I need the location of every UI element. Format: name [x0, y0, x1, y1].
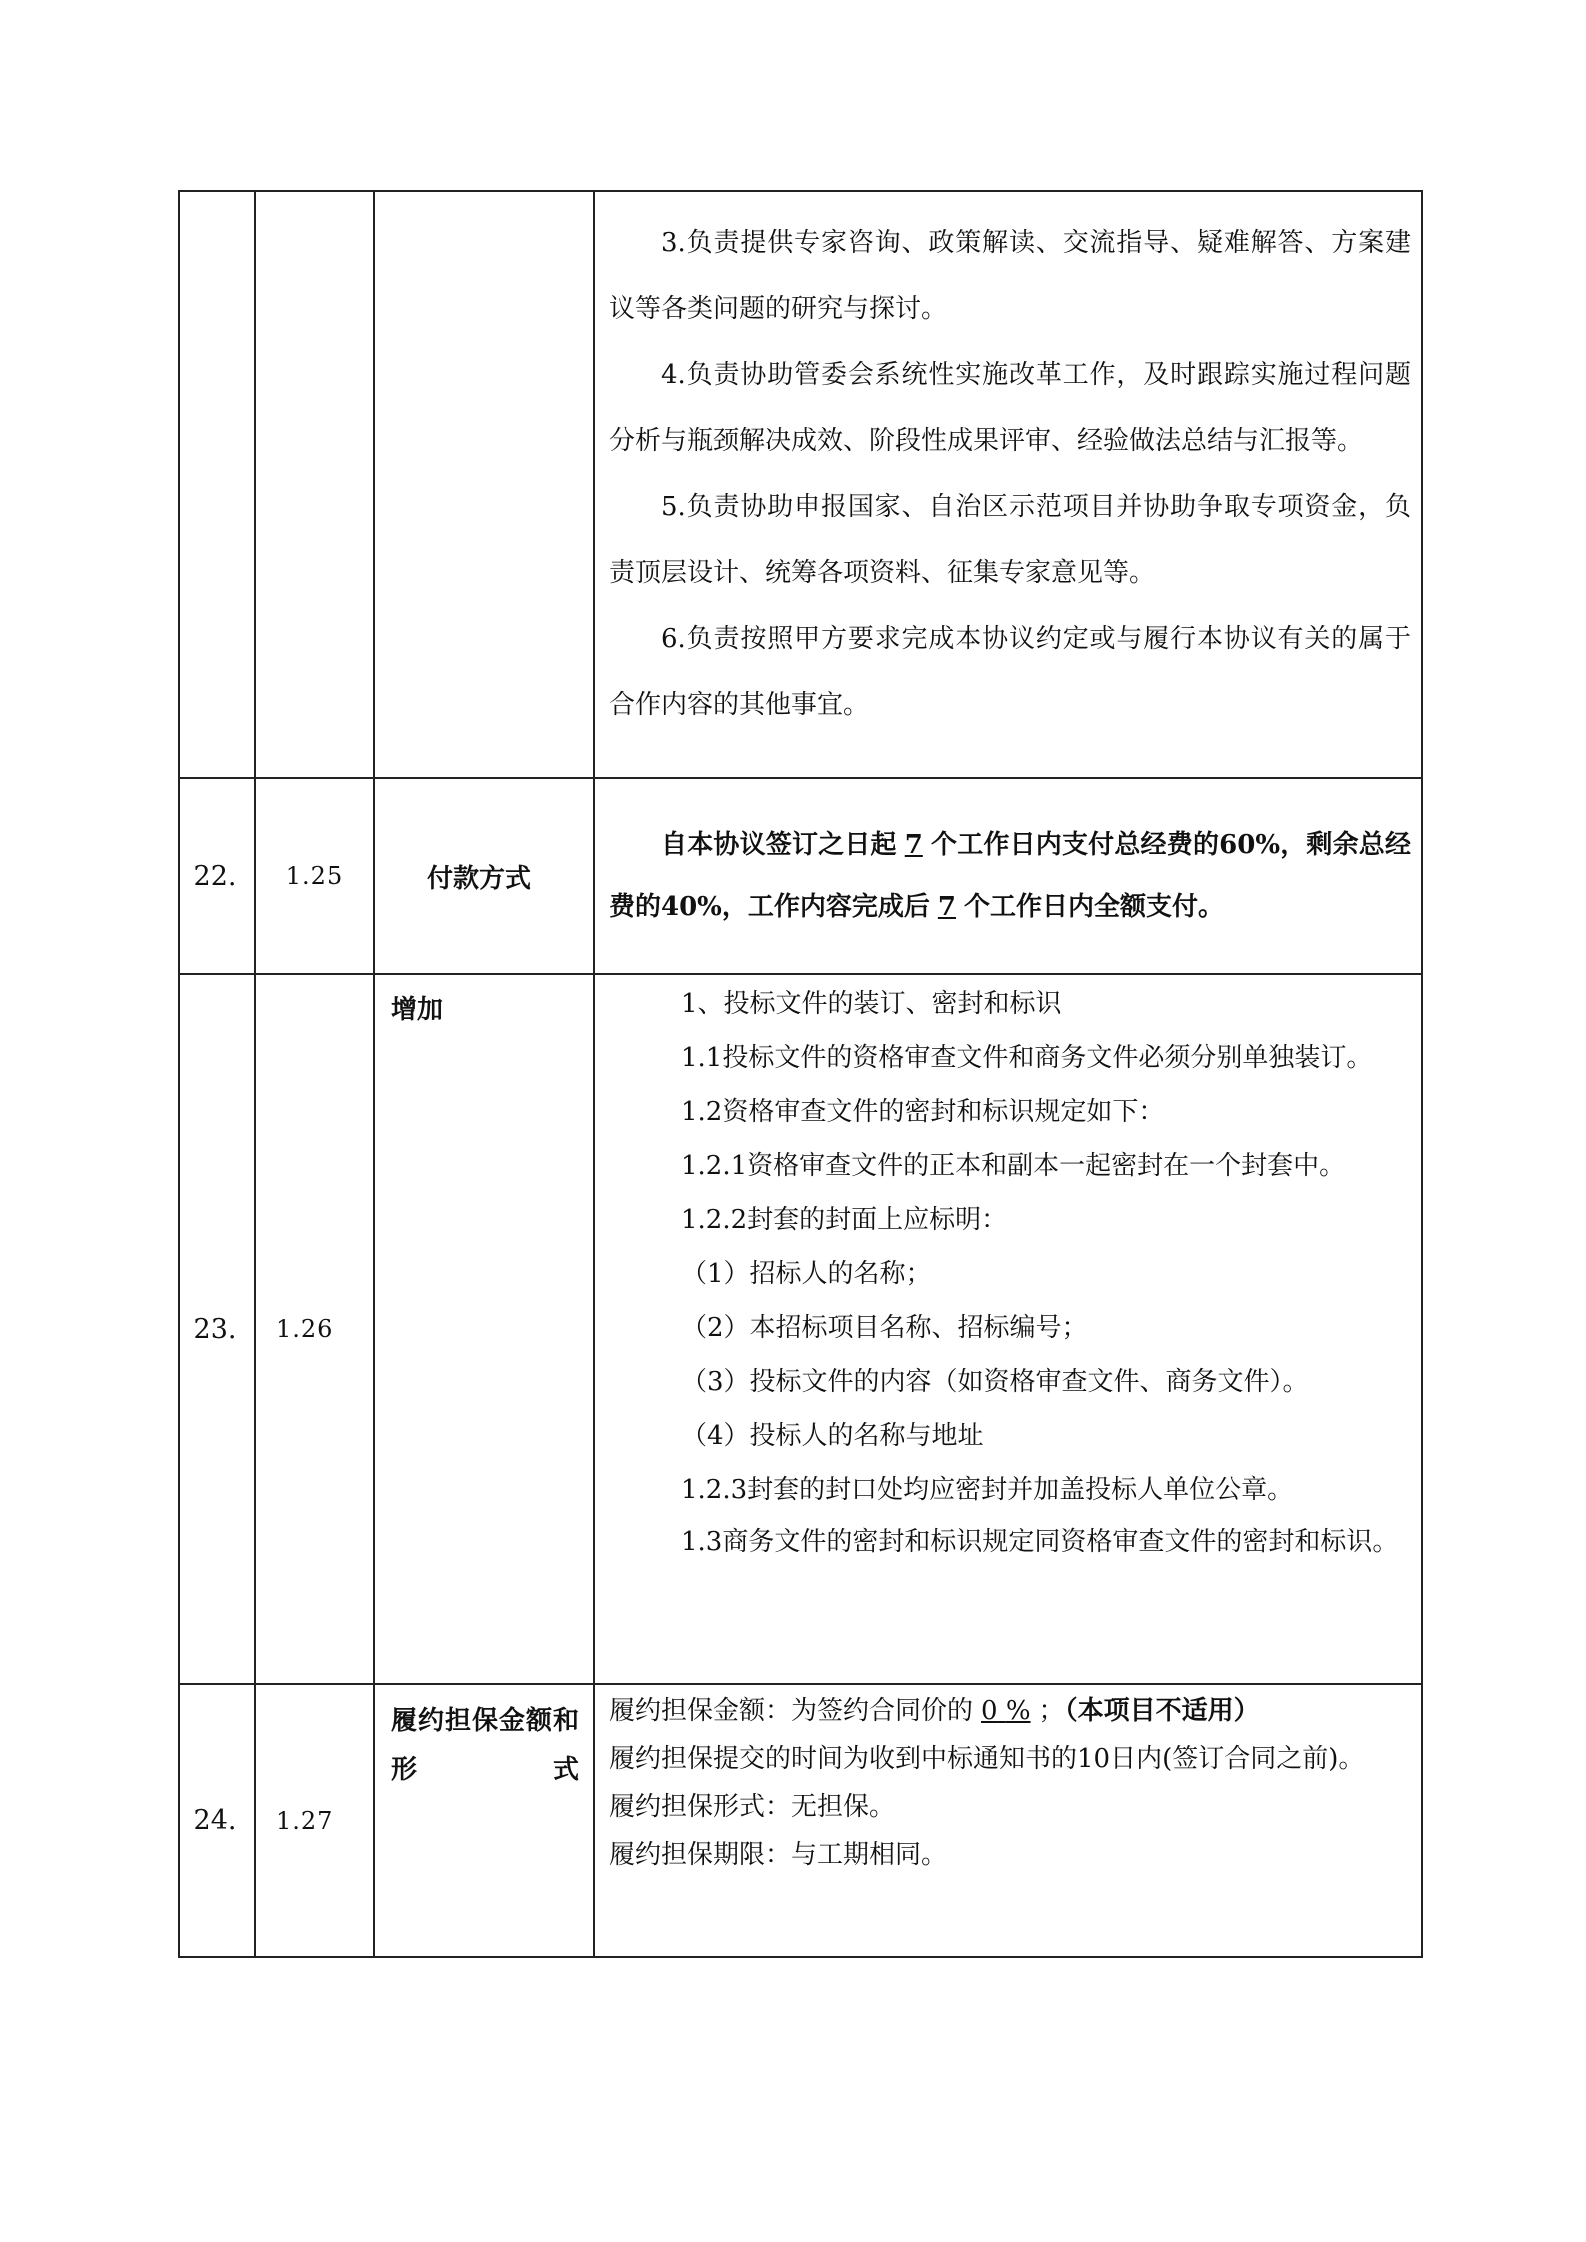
paragraph: 5.负责协助申报国家、自治区示范项目并协助争取专项资金，负责顶层设计、统筹各项资料、征集专家意见等。: [609, 492, 1411, 588]
guarantee-form: 履约担保形式：无担保。: [609, 1792, 896, 1822]
table-row: [179, 778, 1422, 974]
content-cell: [594, 191, 1422, 778]
clause-number-cell: 1.25: [255, 778, 374, 974]
list-item: 1.2.1资格审查文件的正本和副本一起密封在一个封套中。: [681, 1151, 1346, 1181]
payment-days-second: 7: [937, 892, 956, 922]
list-item: 1.2.2封套的封面上应标明：: [681, 1205, 1008, 1235]
row-number-cell: 23.: [179, 974, 255, 1684]
list-item: 1.2.3封套的封口处均应密封并加盖投标人单位公章。: [681, 1475, 1294, 1505]
list-item: 1.2资格审查文件的密封和标识规定如下：: [681, 1097, 1165, 1127]
document-table: [178, 190, 1423, 1958]
list-item: （3）投标文件的内容（如资格审查文件、商务文件）。: [681, 1367, 1309, 1397]
payment-text: 个工作日内支付总经费的60%，剩余总经费的40%，工作内容完成后: [609, 830, 1411, 922]
clause-number-cell: [255, 191, 374, 778]
list-item: （1）招标人的名称；: [681, 1259, 932, 1289]
list-item: （4）投标人的名称与地址: [681, 1421, 984, 1451]
guarantee-period: 履约担保期限：与工期相同。: [609, 1840, 948, 1870]
list-item: （2）本招标项目名称、招标编号；: [681, 1313, 1088, 1343]
payment-days-first: 7: [904, 830, 923, 860]
item-cell: 付款方式: [374, 778, 594, 974]
guarantee-percent-unit: %: [1005, 1696, 1031, 1726]
row-number-cell: [179, 191, 255, 778]
item-cell: [374, 191, 594, 778]
payment-text: 自本协议签订之日起: [661, 830, 897, 860]
row-number-cell: 24.: [179, 1684, 255, 1957]
guarantee-amount-value: [973, 1696, 1039, 1726]
payment-terms: [609, 814, 1411, 938]
guarantee-percent-number: 0: [981, 1696, 998, 1726]
table-row: [179, 191, 1422, 778]
clause-number-cell: 1.27: [255, 1684, 374, 1957]
content-cell: [594, 1684, 1422, 1957]
guarantee-separator: ；: [1038, 1696, 1065, 1726]
guarantee-amount: [609, 1687, 1411, 1735]
paragraph: 6.负责按照甲方要求完成本协议约定或与履行本协议有关的属于合作内容的其他事宜。: [609, 624, 1411, 720]
content-cell: [594, 778, 1422, 974]
paragraph: 3.负责提供专家咨询、政策解读、交流指导、疑难解答、方案建议等各类问题的研究与探讨。: [609, 228, 1411, 324]
item-cell: 增加: [374, 974, 594, 1684]
clause-number-cell: 1.26: [255, 974, 374, 1684]
list-item: 1.1投标文件的资格审查文件和商务文件必须分别单独装订。: [681, 1043, 1373, 1073]
guarantee-not-applicable-note: （本项目不适用）: [1064, 1696, 1260, 1726]
list-item: 1、投标文件的装订、密封和标识: [681, 989, 1062, 1019]
content-cell: [594, 974, 1422, 1684]
row-number-cell: 22.: [179, 778, 255, 974]
payment-text: 个工作日内全额支付。: [963, 892, 1224, 922]
table-row: [179, 974, 1422, 1684]
guarantee-time: 履约担保提交的时间为收到中标通知书的10日内(签订合同之前)。: [609, 1744, 1365, 1774]
item-cell: 履约担保金额和形式: [374, 1684, 594, 1957]
guarantee-amount-label: 履约担保金额：为签约合同价的: [609, 1696, 974, 1726]
table-row: [179, 1684, 1422, 1957]
paragraph: 4.负责协助管委会系统性实施改革工作，及时跟踪实施过程问题分析与瓶颈解决成效、阶段性成果评审、经验做法总结与汇报等。: [609, 360, 1411, 456]
list-item: 1.3商务文件的密封和标识规定同资格审查文件的密封和标识。: [681, 1527, 1399, 1557]
